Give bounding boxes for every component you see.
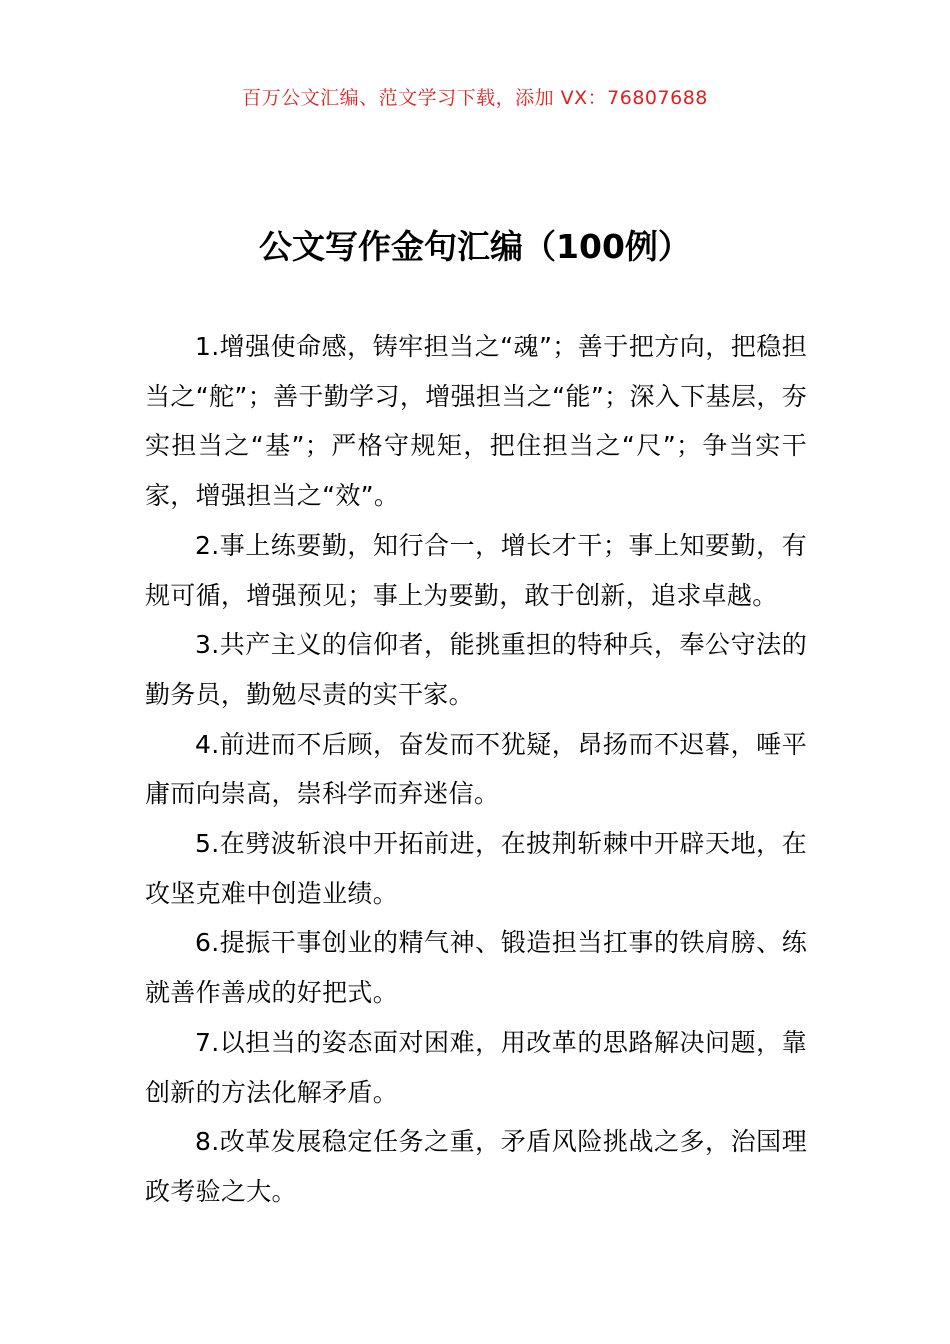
paragraph-6: 6.提振干事创业的精气神、锻造担当扛事的铁肩膀、练就善作善成的好把式。	[145, 928, 807, 1008]
paragraph-3: 3.共产主义的信仰者，能挑重担的特种兵，奉公守法的勤务员，勤勉尽责的实干家。	[145, 630, 807, 709]
paragraph-8: 8.改革发展稳定任务之重，矛盾风险挑战之多，治国理政考验之大。	[145, 1127, 807, 1206]
paragraph-7: 7.以担当的姿态面对困难，用改革的思路解决问题，靠创新的方法化解矛盾。	[145, 1027, 807, 1107]
document-body	[145, 322, 807, 1217]
paragraph-5: 5.在劈波斩浪中开拓前进，在披荆斩棘中开辟天地，在攻坚克难中创造业绩。	[145, 829, 807, 908]
paragraph-4: 4.前进而不后顾，奋发而不犹疑，昂扬而不迟暮，唾平庸而向崇高，崇科学而弃迷信。	[145, 729, 807, 809]
document-title: 公文写作金句汇编（100例）	[259, 227, 691, 266]
header-watermark-note: 百万公文汇编、范文学习下载，添加 VX：76807688	[242, 87, 708, 109]
paragraph-1: 1.增强使命感，铸牢担当之“魂”；善于把方向，把稳担当之“舵”；善于勤学习，增强担当之“能”；深入下基层，夯实担当之“基”；严格守规矩，把住担当之“尺”；争当实干家，增强担当之“效”。	[145, 332, 807, 511]
paragraph-2: 2.事上练要勤，知行合一，增长才干；事上知要勤，有规可循，增强预见；事上为要勤，敢于创新，追求卓越。	[145, 530, 807, 610]
